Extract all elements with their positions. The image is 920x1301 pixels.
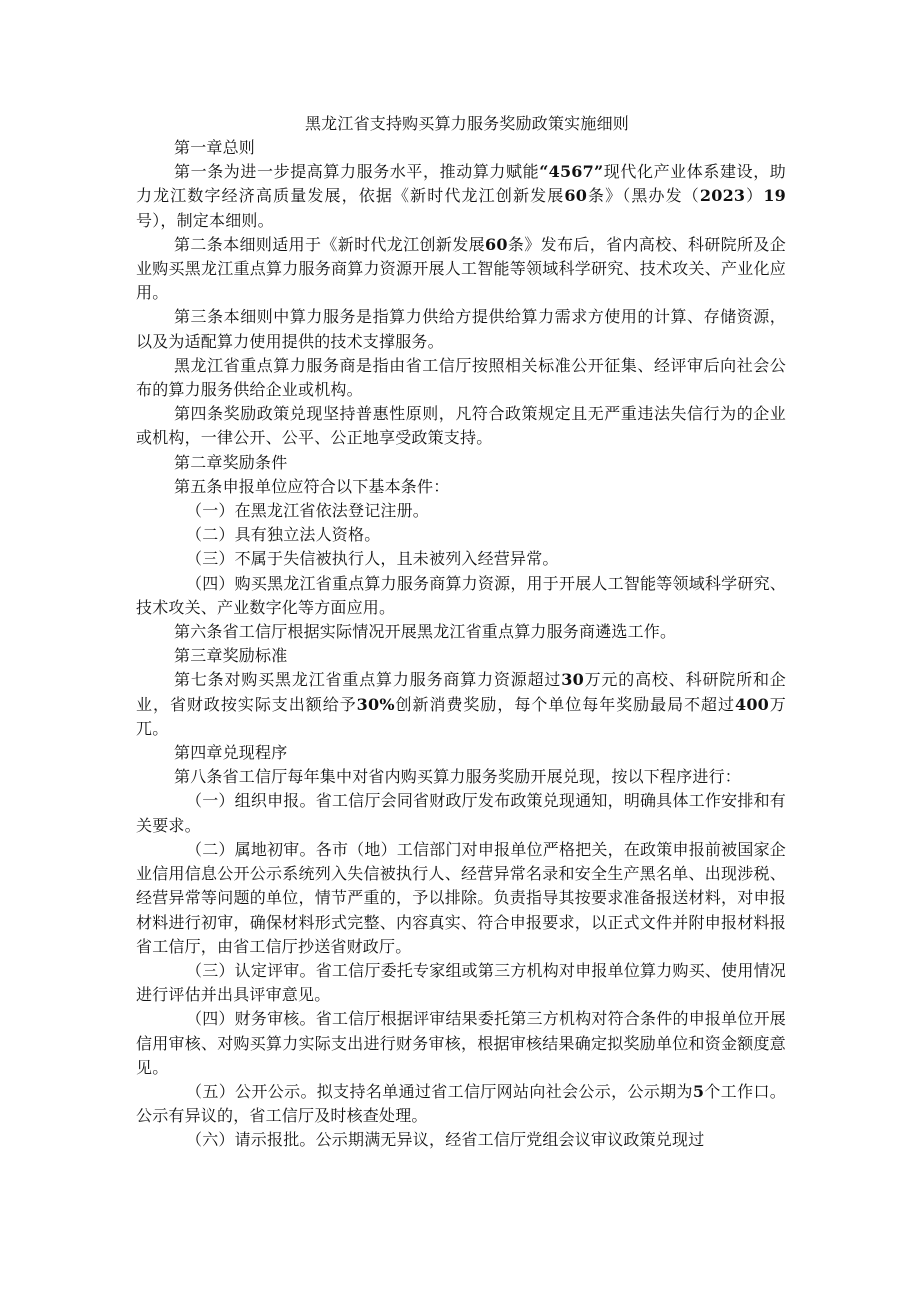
article-8-item: （一）组织申报。省工信厅会同省财政厅发布政策兑现通知，明确具体工作安排和有关要求。 [136, 791, 786, 835]
document-body [136, 112, 786, 1153]
article-8: 第八条省工信厅每年集中对省内购买算力服务奖励开展兑现，按以下程序进行： [174, 767, 742, 787]
chapter-4-heading: 第四章兑现程序 [174, 743, 288, 763]
article-5-item: （三）不属于失信被执行人，且未被列入经营异常。 [186, 549, 559, 569]
article-7: 第七条对购买黑龙江省重点算力服务商算力资源超过30万元的高校、科研院所和企业，省财政按实际支出额给予30%创新消费奖励，每个单位每年奖励最局不超过400万兀。 [136, 670, 786, 738]
chapter-3-heading: 第三章奖励标准 [174, 646, 288, 666]
document-title: 黑龙江省支持购买算力服务奖励政策实施细则 [304, 114, 629, 133]
article-1: 第一条为进一步提高算力服务水平，推动算力赋能“4567”现代化产业体系建设，助力龙江数字经济高质量发展，依据《新时代龙江创新发展60条》（黑办发（2023）19号），制定本细则。 [136, 162, 786, 230]
article-5-item: （二）具有独立法人资格。 [186, 525, 381, 545]
article-6: 第六条省工信厅根据实际情况开展黑龙江省重点算力服务商遴选工作。 [174, 622, 677, 642]
article-8-item: （六）请示报批。公示期满无异议，经省工信厅党组会议审议政策兑现过 [186, 1130, 705, 1150]
article-8-item: （四）财务审核。省工信厅根据评审结果委托第三方机构对符合条件的申报单位开展信用审核、对购买算力实际支出进行财务审核，根据审核结果确定拟奖励单位和资金额度意见。 [136, 1009, 786, 1077]
article-4: 第四条奖励政策兑现坚持普惠性原则，凡符合政策规定且无严重违法失信行为的企业或机构，一律公开、公平、公正地享受政策支持。 [136, 404, 786, 448]
article-5-item: （一）在黑龙江省依法登记注册。 [186, 501, 430, 521]
article-3-supplement: 黑龙江省重点算力服务商是指由省工信厅按照相关标准公开征集、经评审后向社会公布的算力服务供给企业或机构。 [136, 355, 786, 400]
article-8-item: （二）属地初审。各市（地）工信部门对申报单位严格把关，在政策申报前被国家企业信用信息公开公示系统列入失信被执行人、经营异常名录和安全生产黑名单、出现涉税、经营异常等问题的单位，情节严重的，予以排除。负责指导其按要求准备报送材料，对申报材料进行初审，确保材料形式完整、内容真实、符合申报要求，以正式文件并附申报材料报省工信厅，由省工信厅抄送省财政厅。 [136, 839, 786, 956]
article-5: 第五条申报单位应符合以下基本条件： [174, 476, 450, 496]
article-8-item: （五）公开公示。拟支持名单通过省工信厅网站向社会公示，公示期为5个工作口。公示有异议的，省工信厅及时核查处理。 [136, 1081, 786, 1126]
chapter-1-heading: 第一章总则 [174, 138, 256, 157]
chapter-2-heading: 第二章奖励条件 [174, 452, 288, 472]
article-5-item: （四）购买黑龙江省重点算力服务商算力资源，用于开展人工智能等领域科学研究、技术攻关、产业数字化等方面应用。 [136, 573, 786, 617]
article-3: 第三条本细则中算力服务是指算力供给方提供给算力需求方使用的计算、存储资源，以及为适配算力使用提供的技术支撑服务。 [136, 307, 786, 351]
article-8-item: （三）认定评审。省工信厅委托专家组或第三方机构对申报单位算力购买、使用情况进行评估并出具评审意见。 [136, 960, 786, 1005]
article-2: 第二条本细则适用于《新时代龙江创新发展60条》发布后，省内高校、科研院所及企业购买黑龙江重点算力服务商算力资源开展人工智能等领域科学研究、技术攻关、产业化应用。 [136, 234, 786, 303]
